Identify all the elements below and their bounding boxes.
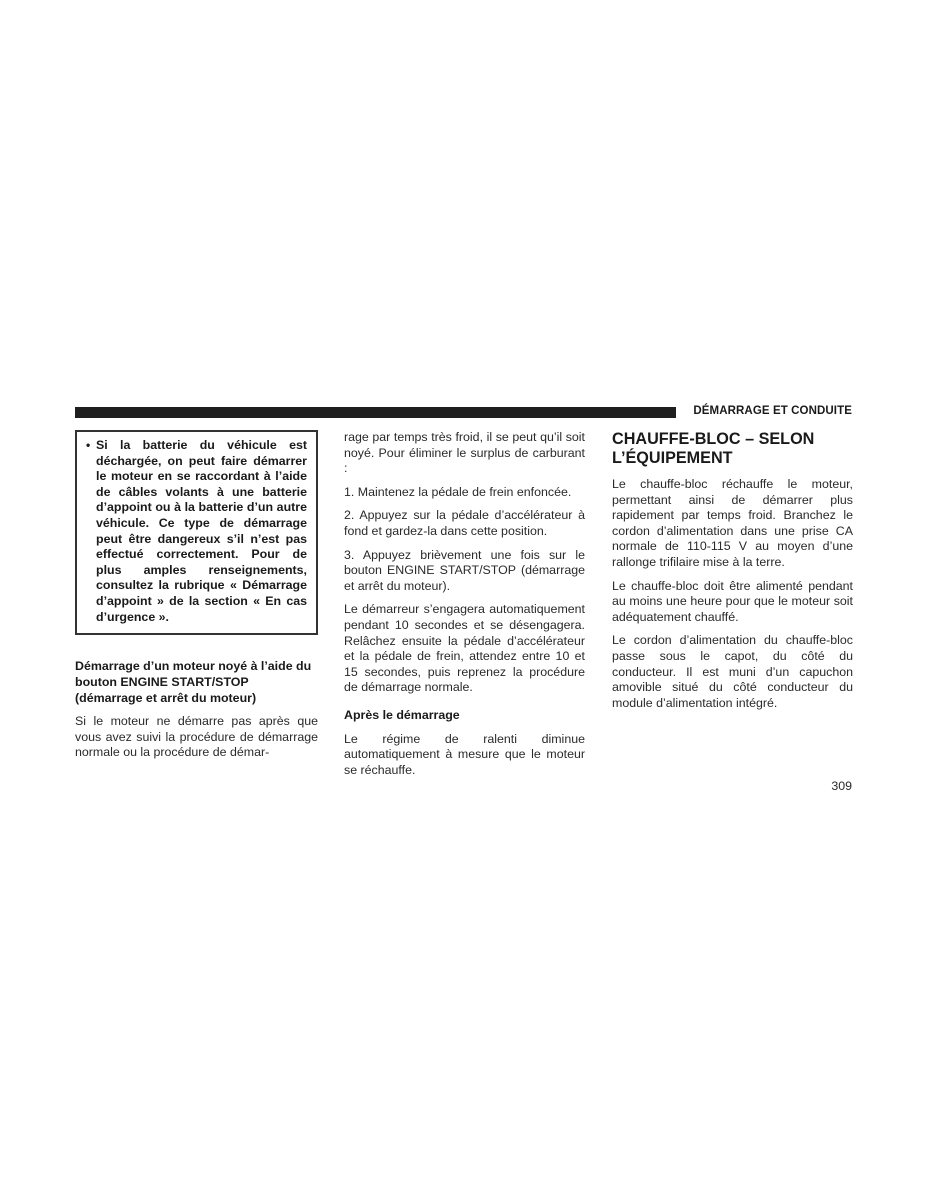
step-2: 2. Appuyez sur la pédale d’accélérateur à fond et gardez-la dans cette position. [344,508,585,538]
section-title: DÉMARRAGE ET CONDUITE [693,405,852,417]
column-left [75,430,318,761]
warning-box [75,430,318,635]
step-3: 3. Appuyez brièvement une fois sur le bouton ENGINE START/STOP (démarrage et arrêt du moteur). [344,547,585,593]
paragraph-flooded-continued: rage par temps très froid, il se peut qu’il soit noyé. Pour éliminer le surplus de carburant : [344,430,585,476]
warning-text: Si la batterie du véhicule est déchargée, on peut faire démarrer le moteur en se raccordant à l’aide de câbles volants à une batterie d’appoint ou à la batterie d’un autre véhicule. Ce type de démarrage peut être dangereux s’il n’est pas effectué correctement. Pour de plus amples renseignements, consultez la rubrique « Démarrage d’appoint » de la section « En cas d’urgence ». [96,438,307,624]
paragraph-idle: Le régime de ralenti diminue automatiquement à mesure que le moteur se réchauffe. [344,731,585,777]
subheading-after-start: Après le démarrage [344,707,460,722]
heading-block-heater: CHAUFFE-BLOC – SELON L’ÉQUIPEMENT [612,430,815,467]
column-middle [344,430,585,778]
paragraph-block-heater-3: Le cordon d’alimentation du chauffe-bloc passe sous le capot, du côté du conducteur. Il est muni d’un capuchon amovible situé du côté conducteur du module d’alimentation intégré. [612,633,853,710]
step-1: 1. Maintenez la pédale de frein enfoncée. [344,484,572,499]
paragraph-starter-engage: Le démarreur s’engagera automatiquement pendant 10 secondes et se désengagera. Relâchez ensuite la pédale d’accélérateur et la pédale de frein, attendez entre 10 et 15 secondes, puis reprenez la procédure de démarrage normale. [344,602,585,695]
bullet-icon: • [86,438,91,452]
paragraph-block-heater-1: Le chauffe-bloc réchauffe le moteur, permettant ainsi de démarrer plus rapidement par temps froid. Branchez le cordon d’alimentation dans une prise CA normale de 110-115 V au moyen d’une rallonge trifilaire mise à la terre. [612,477,853,569]
column-right [612,430,853,711]
subheading-flooded-engine: Démarrage d’un moteur noyé à l’aide du bouton ENGINE START/STOP (démarrage et arrêt du moteur) [75,659,312,706]
page-number: 309 [831,779,852,793]
section-header-bar [75,407,676,418]
paragraph-block-heater-2: Le chauffe-bloc doit être alimenté pendant au moins une heure pour que le moteur soit adéquatement chauffé. [612,578,853,624]
paragraph-flooded-intro: Si le moteur ne démarre pas après que vous avez suivi la procédure de démarrage normale ou la procédure de démar- [75,714,318,760]
